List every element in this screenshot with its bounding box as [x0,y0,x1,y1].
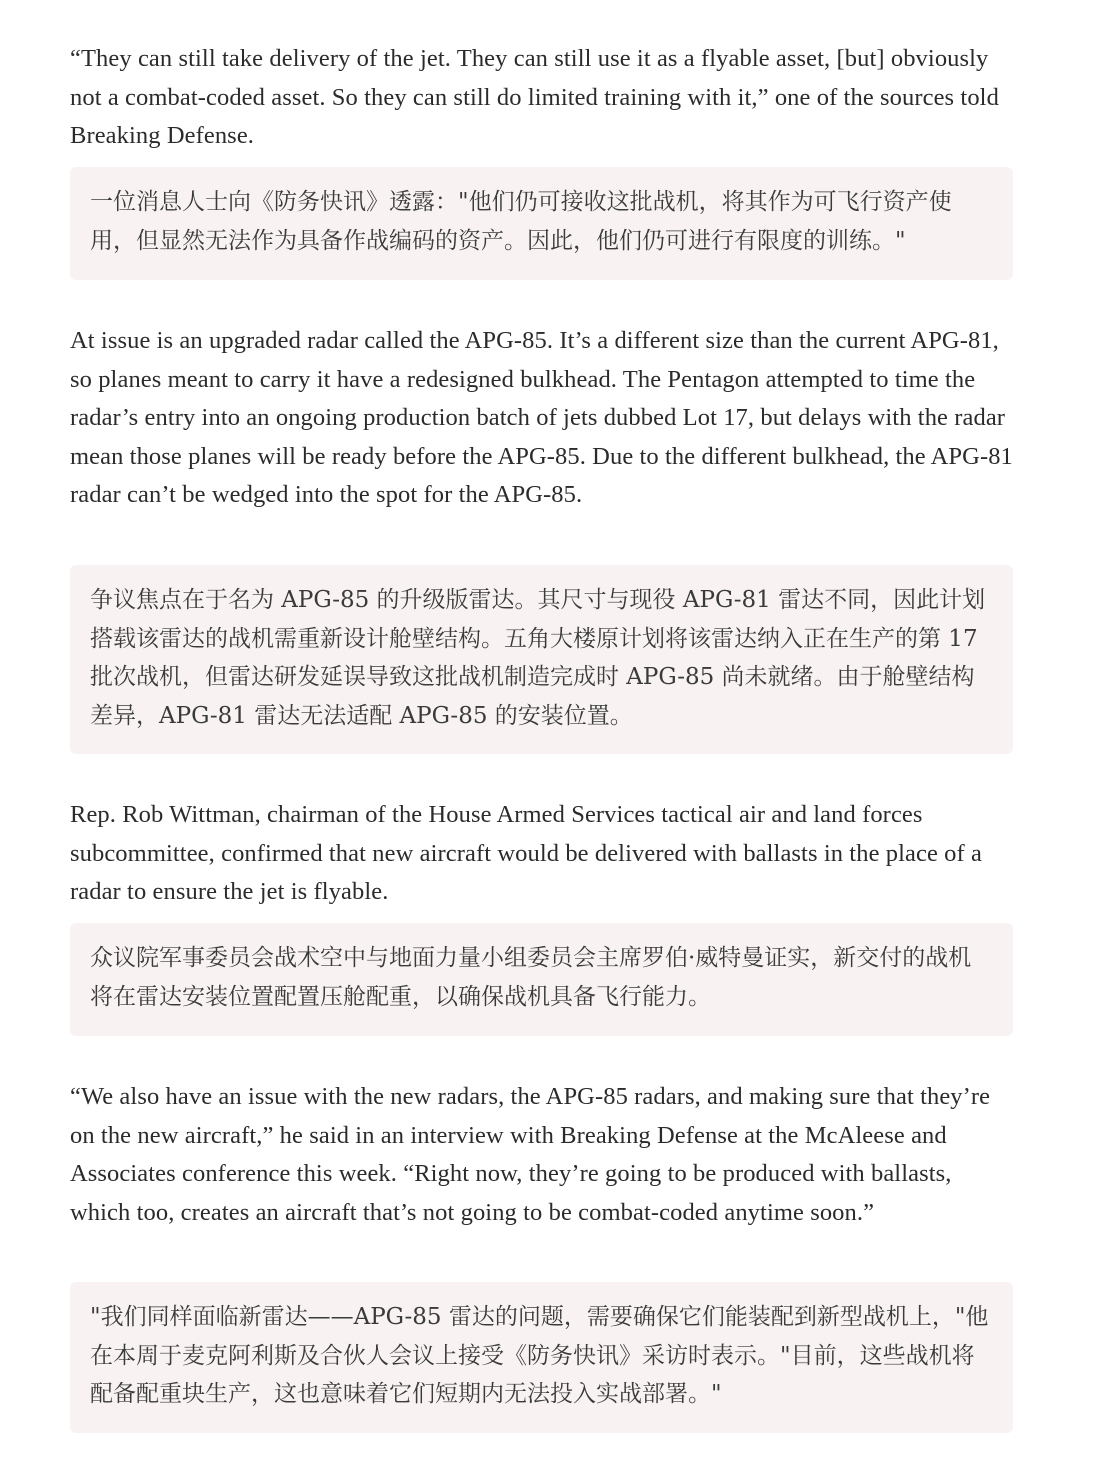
translation-block-3 [70,923,1013,1036]
translation-block-4 [70,1282,1013,1433]
paragraph-en-4: “We also have an issue with the new radars, the APG-85 radars, and making sure that they’re on the new aircraft,” he said in an interview with Breaking Defense at the McAleese and Associates conference this week. “Right now, they’re going to be produced with ballasts, which too, creates an aircraft that’s not going to be combat-coded anytime soon.” [70,1083,991,1226]
paragraph-zh-1: 一位消息人士向《防务快讯》透露："他们仍可接收这批战机，将其作为可飞行资产使用，但显然无法作为具备作战编码的资产。因此，他们仍可进行有限度的训练。" [90,189,952,254]
paragraph-zh-2: 争议焦点在于名为 APG-85 的升级版雷达。其尺寸与现役 APG-81 雷达不同，因此计划搭载该雷达的战机需重新设计舱壁结构。五角大楼原计划将该雷达纳入正在生产的第 17 批次战机，但雷达研发延误导致这批战机制造完成时 APG-85 尚未就绪。由于舱壁结构差异，APG-81 雷达无法适配 APG-85 的安装位置。 [90,587,986,729]
paragraph-zh-4: "我们同样面临新雷达——APG-85 雷达的问题，需要确保它们能装配到新型战机上，"他在本周于麦克阿利斯及合伙人会议上接受《防务快讯》采访时表示。"目前，这些战机将配备配重块生产，这也意味着它们短期内无法投入实战部署。" [90,1304,989,1407]
translation-block-1 [70,167,1013,280]
paragraph-en-1: “They can still take delivery of the jet. They can still use it as a flyable asset, [but] obviously not a combat-coded asset. So they can still do limited training with it,” one of the sources told Breaking Defense. [70,45,999,149]
paragraph-en-3: Rep. Rob Wittman, chairman of the House Armed Services tactical air and land forces subcommittee, confirmed that new aircraft would be delivered with ballasts in the place of a radar to ensure the jet is flyable. [70,801,982,905]
translation-block-2 [70,565,1013,754]
paragraph-en-2: At issue is an upgraded radar called the APG-85. It’s a different size than the current APG-81, so planes meant to carry it have a redesigned bulkhead. The Pentagon attempted to time the radar’s entry into an ongoing production batch of jets dubbed Lot 17, but delays with the radar mean those planes will be ready before the APG-85. Due to the different bulkhead, the APG-81 radar can’t be wedged into the spot for the APG-85. [70,327,1013,508]
paragraph-zh-3: 众议院军事委员会战术空中与地面力量小组委员会主席罗伯·威特曼证实，新交付的战机将在雷达安装位置配置压舱配重，以确保战机具备飞行能力。 [90,945,972,1010]
